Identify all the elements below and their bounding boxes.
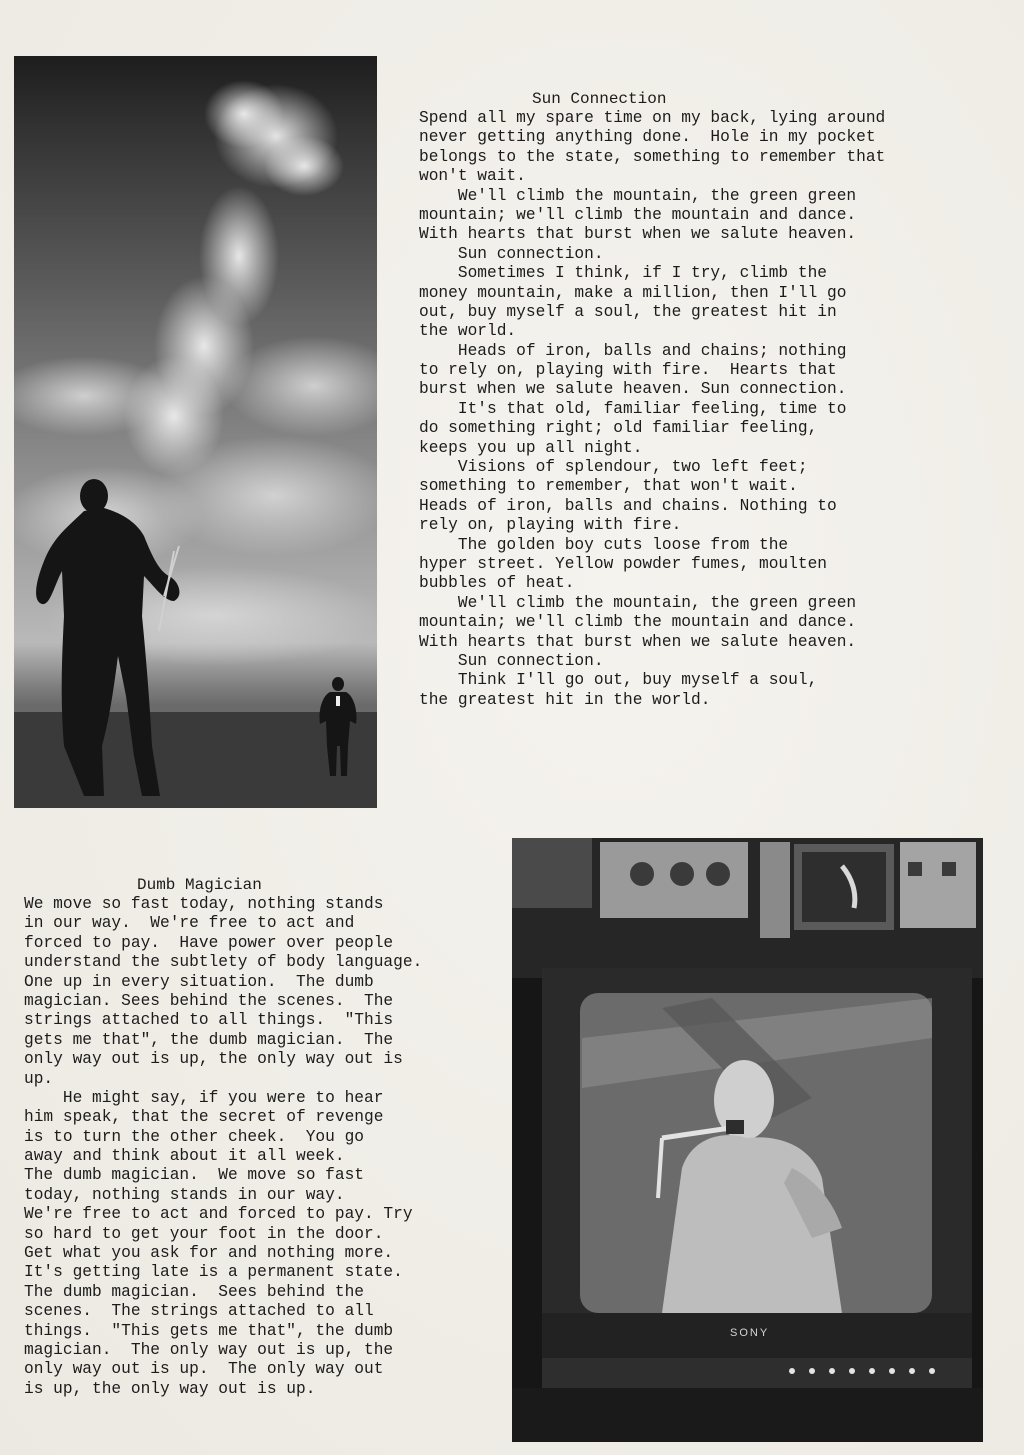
lyric-line: It's getting late is a permanent state. xyxy=(24,1263,403,1282)
lyric-line: to rely on, playing with fire. Hearts that xyxy=(419,361,837,380)
lyric-line: We'll climb the mountain, the green green xyxy=(419,186,857,205)
lyric-line: With hearts that burst when we salute heaven. xyxy=(419,632,857,651)
monitor-brand-label: SONY xyxy=(730,1327,770,1339)
lyric-line: The golden boy cuts loose from the xyxy=(419,535,789,554)
lyric-line: the greatest hit in the world. xyxy=(419,690,711,709)
lyric-line: With hearts that burst when we salute heaven. xyxy=(419,225,857,244)
fire-breather-illustration xyxy=(14,56,377,808)
lyric-line: Get what you ask for and nothing more. xyxy=(24,1244,394,1263)
lyric-line: something to remember, that won't wait. xyxy=(419,477,798,496)
lyric-line: hyper street. Yellow powder fumes, moulten xyxy=(419,554,827,573)
dumb-magician-title: Dumb Magician xyxy=(137,876,262,894)
lyric-line: Think I'll go out, buy myself a soul, xyxy=(419,671,818,690)
lyric-line: The dumb magician. We move so fast xyxy=(24,1166,364,1185)
lyric-line: magician. Sees behind the scenes. The xyxy=(24,991,394,1010)
lyric-line: only way out is up. The only way out xyxy=(24,1360,384,1379)
lyric-line: Heads of iron, balls and chains; nothing xyxy=(419,341,847,360)
lyric-line: Sometimes I think, if I try, climb the xyxy=(419,264,827,283)
lyric-line: Heads of iron, balls and chains. Nothing to xyxy=(419,496,837,515)
lyric-line: understand the subtlety of body language. xyxy=(24,953,423,972)
lyric-line: money mountain, make a million, then I'll go xyxy=(419,283,847,302)
lyric-line: out, buy myself a soul, the greatest hit in xyxy=(419,302,837,321)
lyric-line: He might say, if you were to hear xyxy=(24,1088,384,1107)
lyric-line: gets me that", the dumb magician. The xyxy=(24,1030,394,1049)
lyric-line: We move so fast today, nothing stands xyxy=(24,895,384,913)
lyric-line: Sun connection. xyxy=(419,651,604,670)
lyric-line: rely on, playing with fire. xyxy=(419,516,682,535)
lyric-line: things. "This gets me that", the dumb xyxy=(24,1321,394,1340)
lyric-line: One up in every situation. The dumb xyxy=(24,972,374,991)
lyric-line: so hard to get your foot in the door. xyxy=(24,1224,384,1243)
fire-breather-photo xyxy=(14,56,377,808)
lyric-line: forced to pay. Have power over people xyxy=(24,933,394,952)
lyric-line: Visions of splendour, two left feet; xyxy=(419,458,808,477)
lyric-line: the world. xyxy=(419,322,517,341)
lyric-line: today, nothing stands in our way. xyxy=(24,1185,345,1204)
lyric-line: mountain; we'll climb the mountain and dance. xyxy=(419,205,857,224)
lyric-line: scenes. The strings attached to all xyxy=(24,1302,374,1321)
lyric-line: mountain; we'll climb the mountain and dance. xyxy=(419,613,857,632)
tv-monitor-illustration xyxy=(512,838,983,1442)
lyric-line: magician. The only way out is up, the xyxy=(24,1340,394,1359)
tv-monitor-photo xyxy=(512,838,983,1442)
lyric-line: won't wait. xyxy=(419,167,526,186)
lyric-line: is to turn the other cheek. You go xyxy=(24,1127,364,1146)
lyric-line: We'll climb the mountain, the green green xyxy=(419,593,857,612)
lyric-line: in our way. We're free to act and xyxy=(24,914,355,933)
lyric-line: It's that old, familiar feeling, time to xyxy=(419,399,847,418)
lyric-line: Sun connection. xyxy=(419,244,604,263)
lyric-line: burst when we salute heaven. Sun connection. xyxy=(419,380,847,399)
lyric-line: strings attached to all things. "This xyxy=(24,1011,394,1030)
lyric-line: never getting anything done. Hole in my pocket xyxy=(419,128,876,147)
lyric-line: is up, the only way out is up. xyxy=(24,1379,316,1398)
lyric-line: We're free to act and forced to pay. Try xyxy=(24,1205,413,1224)
lyric-line: Spend all my spare time on my back, lying around xyxy=(419,109,886,127)
lyric-line: only way out is up, the only way out is xyxy=(24,1050,403,1069)
lyric-line: keeps you up all night. xyxy=(419,438,643,457)
lyric-line: up. xyxy=(24,1069,54,1088)
lyric-line: belongs to the state, something to remember that xyxy=(419,147,886,166)
lyric-line: away and think about it all week. xyxy=(24,1147,345,1166)
lyric-line: The dumb magician. Sees behind the xyxy=(24,1282,364,1301)
dumb-magician-lyrics xyxy=(24,895,422,1399)
lyric-line: bubbles of heat. xyxy=(419,574,575,593)
lyric-line: him speak, that the secret of revenge xyxy=(24,1108,384,1127)
sun-connection-lyrics xyxy=(419,109,885,710)
lyric-line: do something right; old familiar feeling, xyxy=(419,419,818,438)
sun-connection-title: Sun Connection xyxy=(532,90,667,108)
